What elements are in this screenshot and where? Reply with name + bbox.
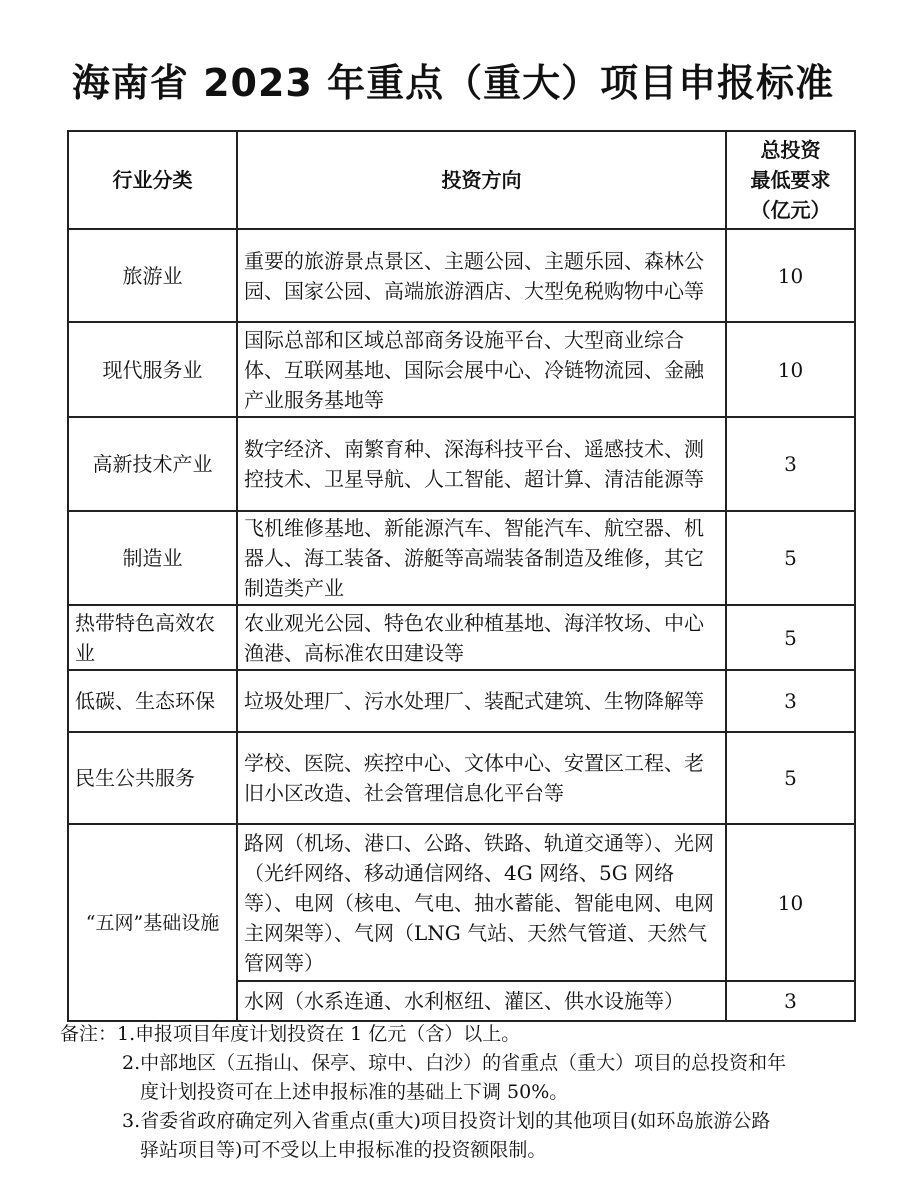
category-cell: 低碳、生态环保 [68,670,237,732]
table-row [68,511,855,605]
category-cell: 制造业 [68,511,237,605]
note-2-line-2: 度计划投资可在上述申报标准的基础上下调 50%。 [140,1081,569,1103]
table-row [68,732,855,824]
table-row [68,670,855,732]
min-investment-cell: 3 [726,981,855,1021]
direction-cell: 水网（水系连通、水利枢纽、灌区、供水设施等） [237,981,726,1021]
min-investment-cell: 10 [726,322,855,417]
table-row [68,322,855,417]
min-investment-cell: 10 [726,824,855,981]
note-3-line-2: 驿站项目等)可不受以上申报标准的投资额限制。 [140,1139,547,1161]
header-row [68,131,855,229]
note-2-line-1: 2.中部地区（五指山、保亭、琼中、白沙）的省重点（重大）项目的总投资和年 [122,1052,787,1074]
page-title: 海南省 2023 年重点（重大）项目申报标准 [71,61,835,105]
min-investment-cell: 5 [726,511,855,605]
direction-cell: 农业观光公园、特色农业种植基地、海洋牧场、中心渔港、高标准农田建设等 [237,605,726,670]
table-row [68,229,855,322]
table-row [68,824,855,981]
min-investment-cell: 10 [726,229,855,322]
category-cell: 高新技术产业 [68,417,237,511]
category-cell: 民生公共服务 [68,732,237,824]
notes-label: 备注： [60,1023,118,1045]
direction-cell: 学校、医院、疾控中心、文体中心、安置区工程、老旧小区改造、社会管理信息化平台等 [237,732,726,824]
note-3-line-1: 3.省委省政府确定列入省重点(重大)项目投资计划的其他项目(如环岛旅游公路 [122,1110,771,1132]
header-min-line1: 总投资 [760,138,821,162]
direction-cell: 路网（机场、港口、公路、铁路、轨道交通等）、光网（光纤网络、移动通信网络、4G 网络、5G 网络等）、电网（核电、气电、抽水蓄能、智能电网、电网主网架等）、气网（LNG 气站、天然气管道、天然气管网等） [237,824,726,981]
min-investment-cell: 5 [726,732,855,824]
notes-section [60,1020,860,1165]
min-investment-cell: 3 [726,417,855,511]
header-min-line2: 最低要求 [750,168,831,192]
standards-table [67,130,856,1022]
header-min-line3: （亿元） [750,198,831,222]
direction-cell: 国际总部和区域总部商务设施平台、大型商业综合体、互联网基地、国际会展中心、冷链物流园、金融产业服务基地等 [237,322,726,417]
category-cell: 现代服务业 [68,322,237,417]
direction-cell: 数字经济、南繁育种、深海科技平台、遥感技术、测控技术、卫星导航、人工智能、超计算、清洁能源等 [237,417,726,511]
direction-cell: 垃圾处理厂、污水处理厂、装配式建筑、生物降解等 [237,670,726,732]
note-1-text: 1.申报项目年度计划投资在 1 亿元（含）以上。 [117,1023,521,1045]
min-investment-cell: 5 [726,605,855,670]
header-min-investment [726,131,855,229]
direction-cell: 重要的旅游景点景区、主题公园、主题乐园、森林公园、国家公园、高端旅游酒店、大型免税购物中心等 [237,229,726,322]
category-cell: “五网”基础设施 [68,824,237,1021]
table-row [68,605,855,670]
min-investment-cell: 3 [726,670,855,732]
note-1 [60,1020,860,1049]
category-cell: 旅游业 [68,229,237,322]
header-category: 行业分类 [68,131,237,229]
direction-cell: 飞机维修基地、新能源汽车、智能汽车、航空器、机器人、海工装备、游艇等高端装备制造及维修，其它制造类产业 [237,511,726,605]
table-row [68,417,855,511]
header-direction: 投资方向 [237,131,726,229]
category-cell: 热带特色高效农业 [68,605,237,670]
